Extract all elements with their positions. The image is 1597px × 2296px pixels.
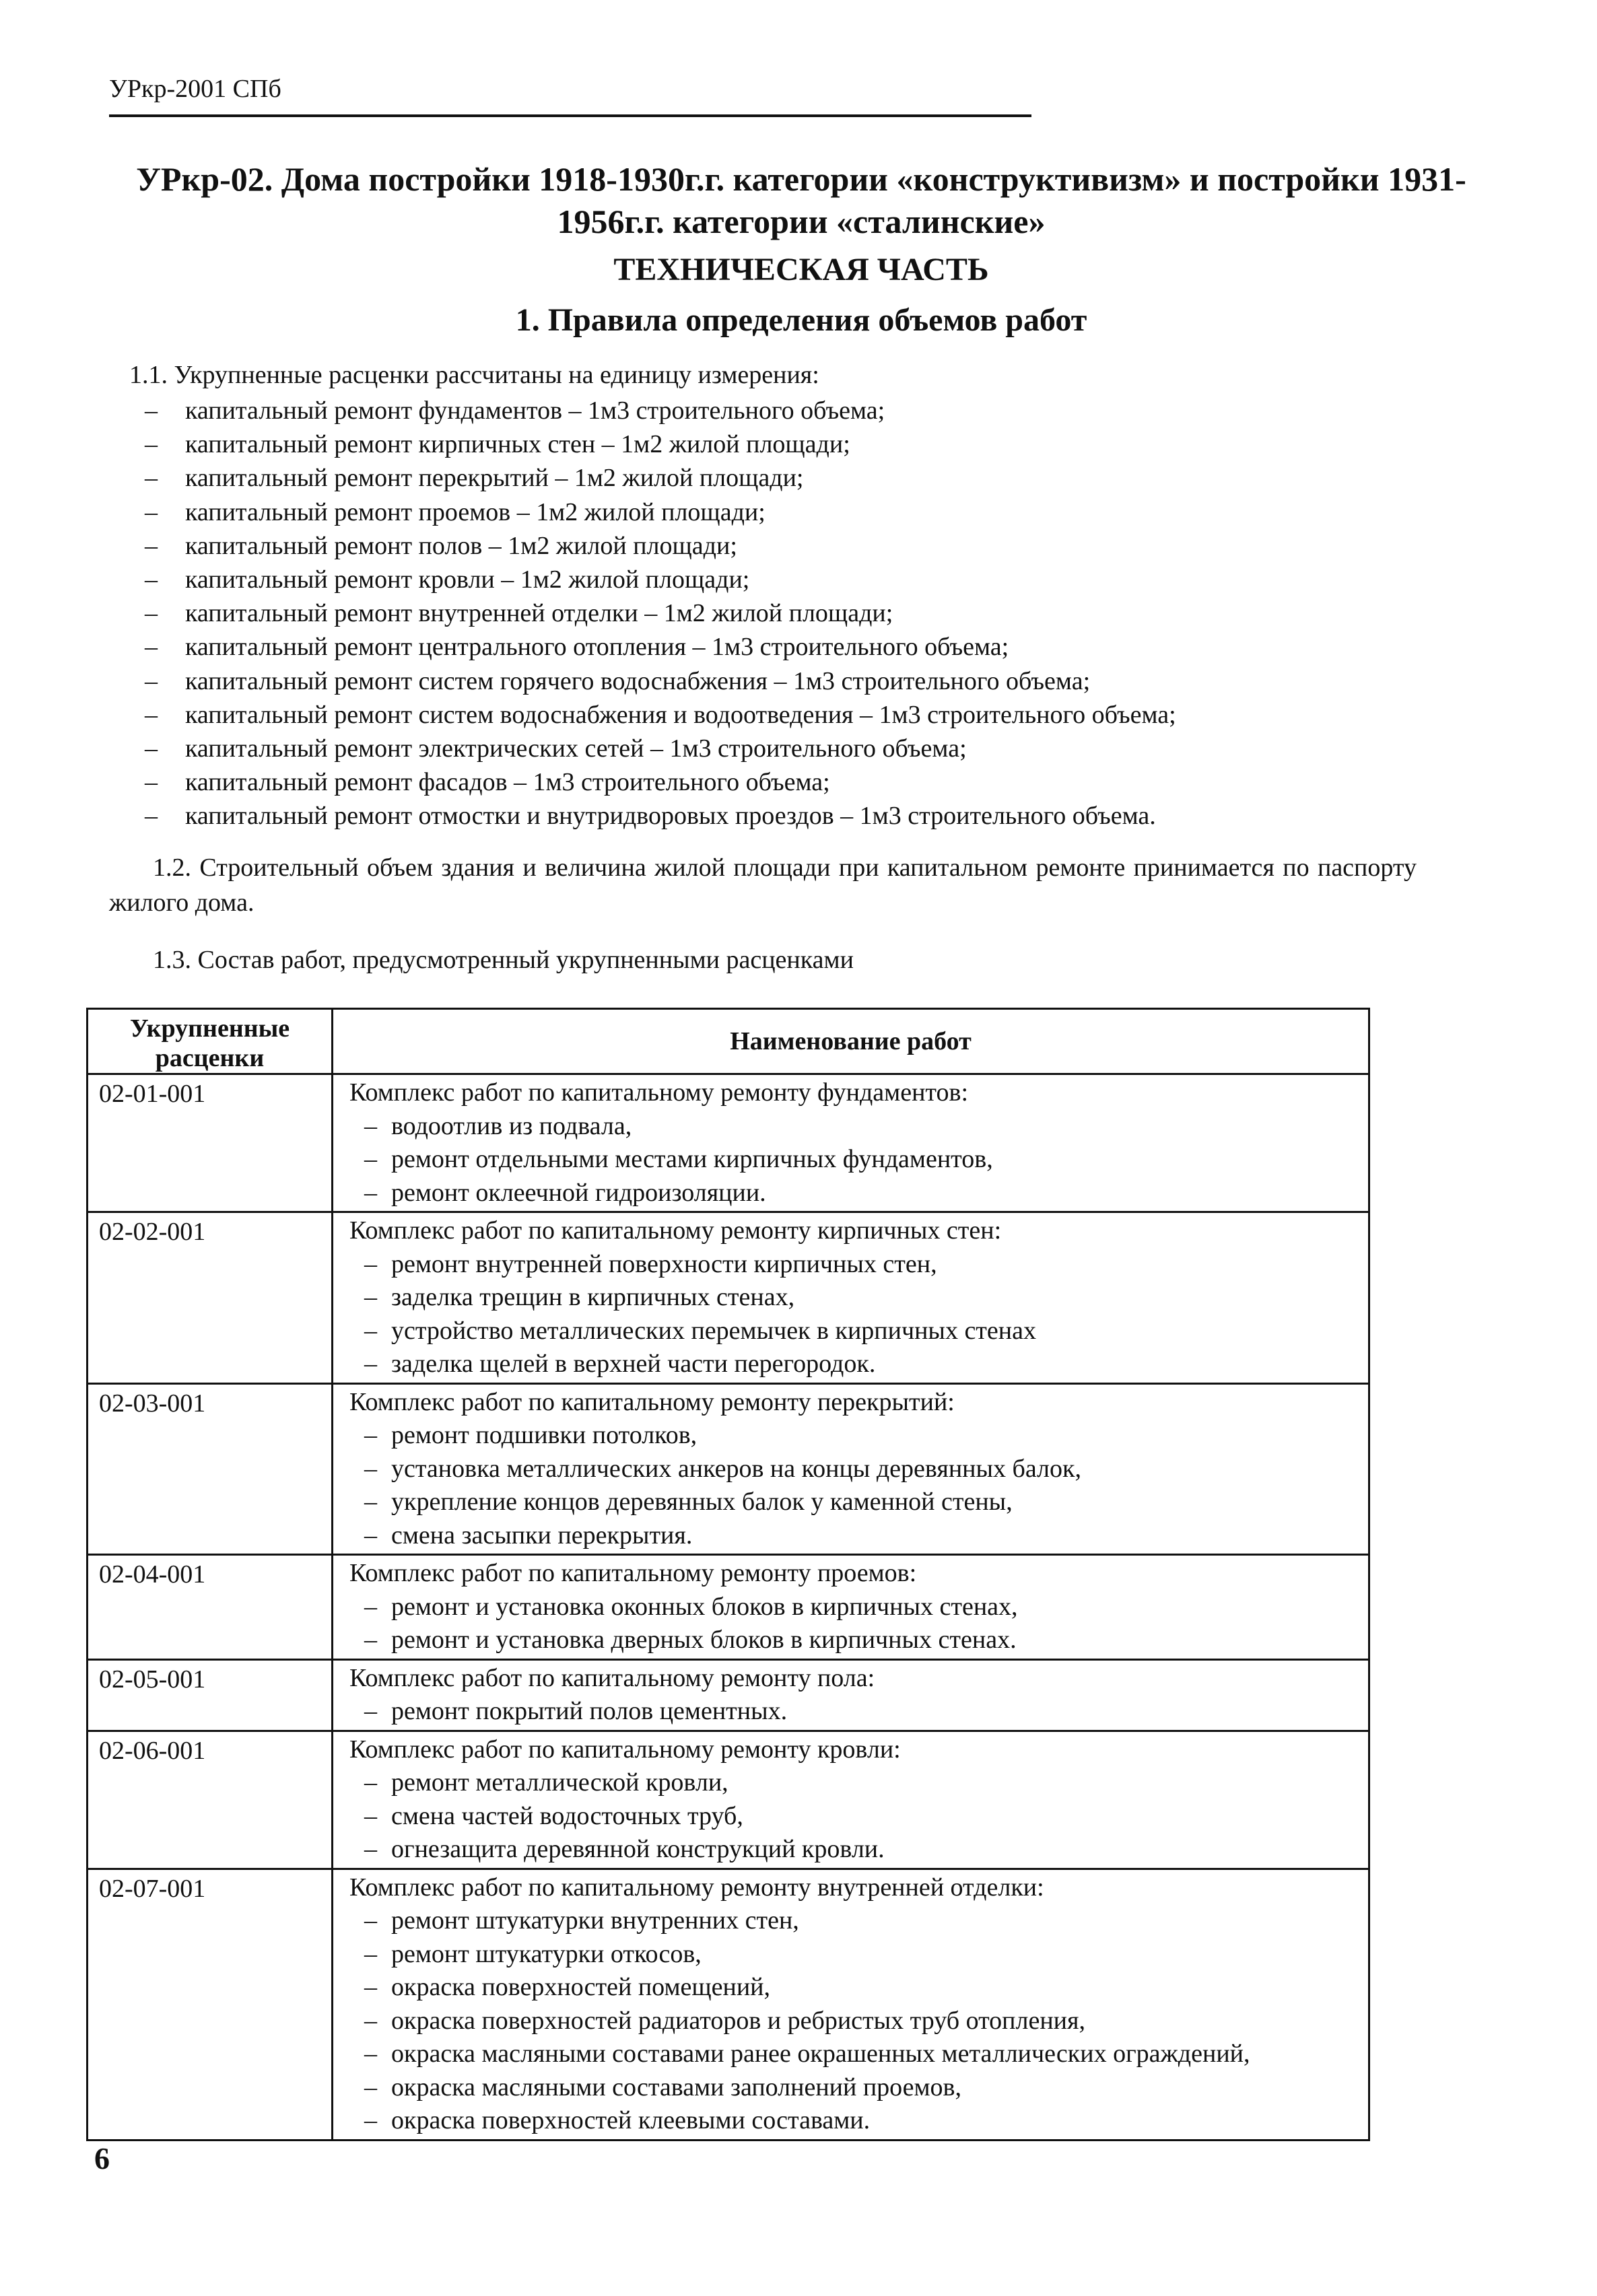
list-item: – капитальный ремонт внутренней отделки – 1м2 жилой площади; xyxy=(145,596,1176,630)
list-item: – капитальный ремонт кирпичных стен – 1м2 жилой площади; xyxy=(145,427,1176,461)
column-header-works: Наименование работ xyxy=(333,1009,1369,1074)
work-items xyxy=(349,1591,1368,1657)
work-item: – ремонт внутренней поверхности кирпичных стен, xyxy=(364,1248,1368,1282)
work-item: – ремонт штукатурки откосов, xyxy=(364,1938,1368,1972)
work-items xyxy=(349,1904,1368,2138)
list-item: – капитальный ремонт электрических сетей – 1м3 строительного объема; xyxy=(145,732,1176,765)
work-item: – окраска масляными составами заполнений проемов, xyxy=(364,2071,1368,2105)
page-number: 6 xyxy=(94,2141,110,2176)
work-item: – окраска поверхностей помещений, xyxy=(364,1971,1368,2005)
table-row xyxy=(88,1074,1369,1212)
work-item: – установка металлических анкеров на концы деревянных балок, xyxy=(364,1453,1368,1486)
list-item: – капитальный ремонт полов – 1м2 жилой площади; xyxy=(145,529,1176,563)
work-item: – ремонт отдельными местами кирпичных фундаментов, xyxy=(364,1143,1368,1177)
work-description xyxy=(333,1383,1369,1555)
work-item: – окраска поверхностей клеевыми составами. xyxy=(364,2104,1368,2138)
rate-code: 02-07-001 xyxy=(88,1869,333,2140)
work-item: – огнезащита деревянной конструкций кровли. xyxy=(364,1833,1368,1867)
work-description xyxy=(333,1659,1369,1731)
table-row xyxy=(88,1731,1369,1869)
paragraph-1-3: 1.3. Состав работ, предусмотренный укрупненными расценками xyxy=(153,946,854,974)
table-row xyxy=(88,1555,1369,1660)
work-item: – ремонт и установка оконных блоков в кирпичных стенах, xyxy=(364,1591,1368,1624)
rate-code: 02-05-001 xyxy=(88,1659,333,1731)
list-item: – капитальный ремонт отмостки и внутридворовых проездов – 1м3 строительного объема. xyxy=(145,799,1176,833)
work-description xyxy=(333,1074,1369,1212)
page-title: УРкр-02. Дома постройки 1918-1930г.г. категории «конструктивизм» и постройки 1931-1956г.г. категории «сталинские» xyxy=(136,160,1466,240)
rate-code: 02-04-001 xyxy=(88,1555,333,1660)
list-item: – капитальный ремонт фасадов – 1м3 строительного объема; xyxy=(145,765,1176,799)
work-item: – ремонт оклеечной гидроизоляции. xyxy=(364,1177,1368,1210)
work-description xyxy=(333,1869,1369,2140)
work-items xyxy=(349,1419,1368,1552)
units-list xyxy=(145,394,1176,833)
work-item: – ремонт и установка дверных блоков в кирпичных стенах. xyxy=(364,1624,1368,1657)
work-items xyxy=(349,1766,1368,1867)
work-items xyxy=(349,1695,1368,1729)
work-item: – устройство металлических перемычек в кирпичных стенах xyxy=(364,1315,1368,1348)
list-item: – капитальный ремонт фундаментов – 1м3 строительного объема; xyxy=(145,394,1176,427)
work-complex-title: Комплекс работ по капитальному ремонту кирпичных стен: xyxy=(349,1216,1002,1245)
work-item: – окраска поверхностей радиаторов и ребристых труб отопления, xyxy=(364,2005,1368,2038)
table-row xyxy=(88,1659,1369,1731)
work-item: – окраска масляными составами ранее окрашенных металлических ограждений, xyxy=(364,2038,1368,2071)
work-items xyxy=(349,1110,1368,1210)
column-header-rates: Укрупненные расценки xyxy=(88,1009,333,1074)
work-item: – ремонт штукатурки внутренних стен, xyxy=(364,1904,1368,1938)
table-row xyxy=(88,1869,1369,2140)
rate-code: 02-02-001 xyxy=(88,1212,333,1384)
list-item: – капитальный ремонт кровли – 1м2 жилой площади; xyxy=(145,563,1176,596)
work-item: – ремонт подшивки потолков, xyxy=(364,1419,1368,1453)
work-complex-title: Комплекс работ по капитальному ремонту перекрытий: xyxy=(349,1387,955,1416)
work-item: – смена засыпки перекрытия. xyxy=(364,1519,1368,1553)
header-rule xyxy=(109,114,1031,117)
work-items xyxy=(349,1248,1368,1381)
work-item: – укрепление концов деревянных балок у каменной стены, xyxy=(364,1486,1368,1519)
table-row xyxy=(88,1212,1369,1384)
work-complex-title: Комплекс работ по капитальному ремонту пола: xyxy=(349,1663,875,1692)
work-description xyxy=(333,1555,1369,1660)
work-item: – водоотлив из подвала, xyxy=(364,1110,1368,1144)
list-item: – капитальный ремонт проемов – 1м2 жилой площади; xyxy=(145,495,1176,529)
paragraph-1-1: 1.1. Укрупненные расценки рассчитаны на единицу измерения: xyxy=(129,361,819,389)
work-complex-title: Комплекс работ по капитальному ремонту кровли: xyxy=(349,1735,901,1764)
table-row xyxy=(88,1383,1369,1555)
list-item: – капитальный ремонт центрального отопления – 1м3 строительного объема; xyxy=(145,630,1176,664)
work-item: – ремонт покрытий полов цементных. xyxy=(364,1695,1368,1729)
paragraph-1-2: 1.2. Строительный объем здания и величина жилой площади при капитальном ремонте принимается по паспорту жилого дома. xyxy=(109,854,1417,917)
table-header-row xyxy=(88,1009,1369,1074)
section-title: ТЕХНИЧЕСКАЯ ЧАСТЬ xyxy=(613,252,989,287)
work-description xyxy=(333,1731,1369,1869)
rate-code: 02-01-001 xyxy=(88,1074,333,1212)
list-item: – капитальный ремонт перекрытий – 1м2 жилой площади; xyxy=(145,461,1176,495)
list-item: – капитальный ремонт систем горячего водоснабжения – 1м3 строительного объема; xyxy=(145,664,1176,698)
section-heading: 1. Правила определения объемов работ xyxy=(515,302,1087,338)
work-complex-title: Комплекс работ по капитальному ремонту фундаментов: xyxy=(349,1078,969,1107)
work-description xyxy=(333,1212,1369,1384)
rate-code: 02-03-001 xyxy=(88,1383,333,1555)
work-item: – заделка щелей в верхней части перегородок. xyxy=(364,1348,1368,1381)
rate-code: 02-06-001 xyxy=(88,1731,333,1869)
work-item: – смена частей водосточных труб, xyxy=(364,1800,1368,1834)
list-item: – капитальный ремонт систем водоснабжения и водоотведения – 1м3 строительного объема; xyxy=(145,698,1176,732)
work-item: – заделка трещин в кирпичных стенах, xyxy=(364,1281,1368,1315)
work-item: – ремонт металлической кровли, xyxy=(364,1766,1368,1800)
work-complex-title: Комплекс работ по капитальному ремонту внутренней отделки: xyxy=(349,1873,1044,1902)
works-table xyxy=(86,1008,1370,2141)
work-complex-title: Комплекс работ по капитальному ремонту проемов: xyxy=(349,1559,917,1587)
document-code: УРкр-2001 СПб xyxy=(109,75,281,103)
